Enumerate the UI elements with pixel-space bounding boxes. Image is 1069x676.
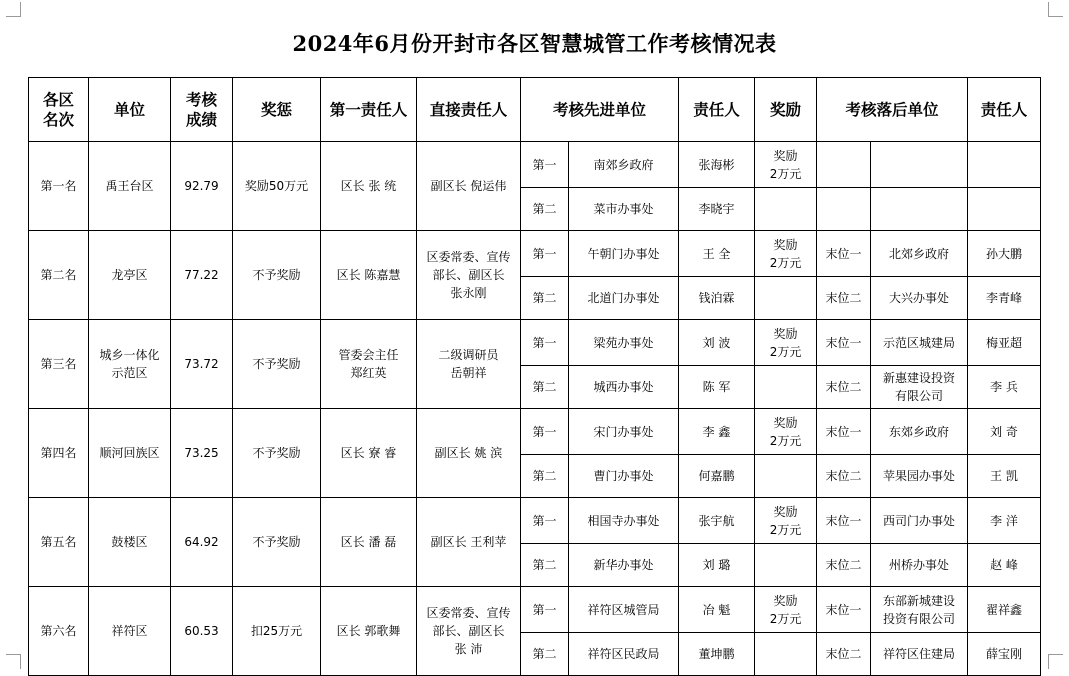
lagging-unit-cell: 东部新城建设 投资有限公司 [871,587,968,633]
score-cell: 64.92 [171,498,233,587]
unit-cell: 禹王台区 [89,142,171,231]
advanced-unit-cell: 北道门办事处 [569,277,679,320]
first-responsible-cell: 区长 潘 磊 [321,498,417,587]
direct-responsible-cell: 副区长 倪运伟 [417,142,521,231]
rank-cell: 第三名 [29,320,89,409]
lagging-unit-cell: 大兴办事处 [871,277,968,320]
direct-responsible-cell: 副区长 王利苹 [417,498,521,587]
advanced-person-cell: 李晓宇 [679,188,755,231]
advanced-reward-cell [755,277,817,320]
first-responsible-cell: 区长 郭歌舞 [321,587,417,676]
reward-cell: 不予奖励 [233,498,321,587]
lagging-position-cell: 末位二 [817,366,871,409]
table-row [29,409,1041,455]
rank-cell: 第二名 [29,231,89,320]
direct-responsible-cell: 二级调研员 岳朝祥 [417,320,521,409]
advanced-person-cell: 陈 军 [679,366,755,409]
reward-cell: 不予奖励 [233,409,321,498]
advanced-reward-cell: 奖励 2万元 [755,142,817,188]
lagging-position-cell [817,142,871,188]
lagging-unit-cell [871,188,968,231]
lagging-person-cell: 王 凯 [968,455,1041,498]
lagging-position-cell: 末位一 [817,231,871,277]
advanced-position-cell: 第二 [521,544,569,587]
assessment-table [28,77,1041,676]
advanced-reward-cell [755,455,817,498]
lagging-unit-cell [871,142,968,188]
page-corner-mark [1048,654,1063,669]
lagging-position-cell: 末位一 [817,409,871,455]
advanced-person-cell: 刘 波 [679,320,755,366]
direct-responsible-cell: 区委常委、宣传 部长、副区长 张永刚 [417,231,521,320]
advanced-reward-cell: 奖励 2万元 [755,587,817,633]
score-cell: 73.72 [171,320,233,409]
advanced-unit-cell: 新华办事处 [569,544,679,587]
lagging-unit-cell: 北郊乡政府 [871,231,968,277]
advanced-position-cell: 第一 [521,320,569,366]
advanced-unit-cell: 城西办事处 [569,366,679,409]
advanced-person-cell: 冶 魁 [679,587,755,633]
score-cell: 77.22 [171,231,233,320]
advanced-position-cell: 第二 [521,277,569,320]
advanced-position-cell: 第一 [521,409,569,455]
lagging-person-cell: 李青峰 [968,277,1041,320]
advanced-reward-cell [755,188,817,231]
unit-cell: 顺河回族区 [89,409,171,498]
advanced-unit-cell: 梁苑办事处 [569,320,679,366]
table-row [29,142,1041,188]
unit-cell: 祥符区 [89,587,171,676]
advanced-position-cell: 第二 [521,455,569,498]
lagging-person-cell: 赵 峰 [968,544,1041,587]
header-advanced-reward: 奖励 [755,78,817,142]
advanced-reward-cell [755,633,817,676]
header-lagging-person: 责任人 [968,78,1041,142]
advanced-position-cell: 第二 [521,633,569,676]
direct-responsible-cell: 副区长 姚 滨 [417,409,521,498]
score-cell: 92.79 [171,142,233,231]
rank-cell: 第六名 [29,587,89,676]
reward-cell: 不予奖励 [233,320,321,409]
advanced-unit-cell: 菜市办事处 [569,188,679,231]
advanced-person-cell: 王 全 [679,231,755,277]
lagging-person-cell: 薛宝刚 [968,633,1041,676]
document-title: 2024年6月份开封市各区智慧城管工作考核情况表 [292,31,777,56]
advanced-position-cell: 第一 [521,231,569,277]
page-corner-mark [6,654,21,669]
lagging-position-cell: 末位一 [817,587,871,633]
lagging-unit-cell: 东郊乡政府 [871,409,968,455]
header-first-responsible: 第一责任人 [321,78,417,142]
advanced-unit-cell: 相国寺办事处 [569,498,679,544]
lagging-person-cell: 梅亚超 [968,320,1041,366]
table-row [29,320,1041,366]
reward-cell: 扣25万元 [233,587,321,676]
table-row [29,587,1041,633]
reward-cell: 不予奖励 [233,231,321,320]
first-responsible-cell: 区长 寮 睿 [321,409,417,498]
lagging-position-cell: 末位二 [817,544,871,587]
advanced-position-cell: 第一 [521,498,569,544]
page-corner-mark [6,2,21,17]
advanced-reward-cell: 奖励 2万元 [755,231,817,277]
advanced-unit-cell: 祥符区民政局 [569,633,679,676]
lagging-position-cell: 末位一 [817,498,871,544]
rank-cell: 第四名 [29,409,89,498]
advanced-reward-cell: 奖励 2万元 [755,320,817,366]
advanced-unit-cell: 午朝门办事处 [569,231,679,277]
lagging-position-cell: 末位二 [817,277,871,320]
header-reward: 奖惩 [233,78,321,142]
rank-cell: 第五名 [29,498,89,587]
score-cell: 73.25 [171,409,233,498]
reward-cell: 奖励50万元 [233,142,321,231]
lagging-unit-cell: 祥符区住建局 [871,633,968,676]
lagging-unit-cell: 示范区城建局 [871,320,968,366]
first-responsible-cell: 区长 张 统 [321,142,417,231]
advanced-person-cell: 张海彬 [679,142,755,188]
advanced-unit-cell: 祥符区城管局 [569,587,679,633]
rank-cell: 第一名 [29,142,89,231]
advanced-person-cell: 刘 璐 [679,544,755,587]
header-score: 考核 成绩 [171,78,233,142]
advanced-unit-cell: 南郊乡政府 [569,142,679,188]
table-row [29,231,1041,277]
lagging-position-cell: 末位二 [817,455,871,498]
header-advanced-unit: 考核先进单位 [521,78,679,142]
advanced-position-cell: 第二 [521,366,569,409]
lagging-position-cell: 末位二 [817,633,871,676]
advanced-reward-cell [755,544,817,587]
lagging-position-cell [817,188,871,231]
lagging-person-cell [968,142,1041,188]
advanced-person-cell: 李 鑫 [679,409,755,455]
advanced-position-cell: 第二 [521,188,569,231]
header-row [29,78,1041,142]
first-responsible-cell: 管委会主任 郑红英 [321,320,417,409]
lagging-person-cell: 孙大鹏 [968,231,1041,277]
advanced-person-cell: 钱泊霖 [679,277,755,320]
advanced-reward-cell: 奖励 2万元 [755,498,817,544]
advanced-person-cell: 何嘉鹏 [679,455,755,498]
header-advanced-person: 责任人 [679,78,755,142]
score-cell: 60.53 [171,587,233,676]
lagging-unit-cell: 州桥办事处 [871,544,968,587]
page-corner-mark [1048,2,1063,17]
header-rank: 各区 名次 [29,78,89,142]
advanced-unit-cell: 宋门办事处 [569,409,679,455]
header-direct-responsible: 直接责任人 [417,78,521,142]
advanced-position-cell: 第一 [521,587,569,633]
lagging-person-cell: 翟祥鑫 [968,587,1041,633]
lagging-person-cell: 刘 奇 [968,409,1041,455]
advanced-reward-cell: 奖励 2万元 [755,409,817,455]
table-row [29,498,1041,544]
unit-cell: 鼓楼区 [89,498,171,587]
lagging-unit-cell: 新惠建设投资 有限公司 [871,366,968,409]
first-responsible-cell: 区长 陈嘉慧 [321,231,417,320]
header-unit: 单位 [89,78,171,142]
unit-cell: 城乡一体化 示范区 [89,320,171,409]
advanced-person-cell: 张宇航 [679,498,755,544]
advanced-person-cell: 董坤鹏 [679,633,755,676]
direct-responsible-cell: 区委常委、宣传 部长、副区长 张 沛 [417,587,521,676]
unit-cell: 龙亭区 [89,231,171,320]
lagging-person-cell: 李 兵 [968,366,1041,409]
lagging-person-cell [968,188,1041,231]
lagging-unit-cell: 西司门办事处 [871,498,968,544]
advanced-reward-cell [755,366,817,409]
lagging-unit-cell: 苹果园办事处 [871,455,968,498]
advanced-unit-cell: 曹门办事处 [569,455,679,498]
lagging-position-cell: 末位一 [817,320,871,366]
lagging-person-cell: 李 洋 [968,498,1041,544]
advanced-position-cell: 第一 [521,142,569,188]
header-lagging-unit: 考核落后单位 [817,78,968,142]
